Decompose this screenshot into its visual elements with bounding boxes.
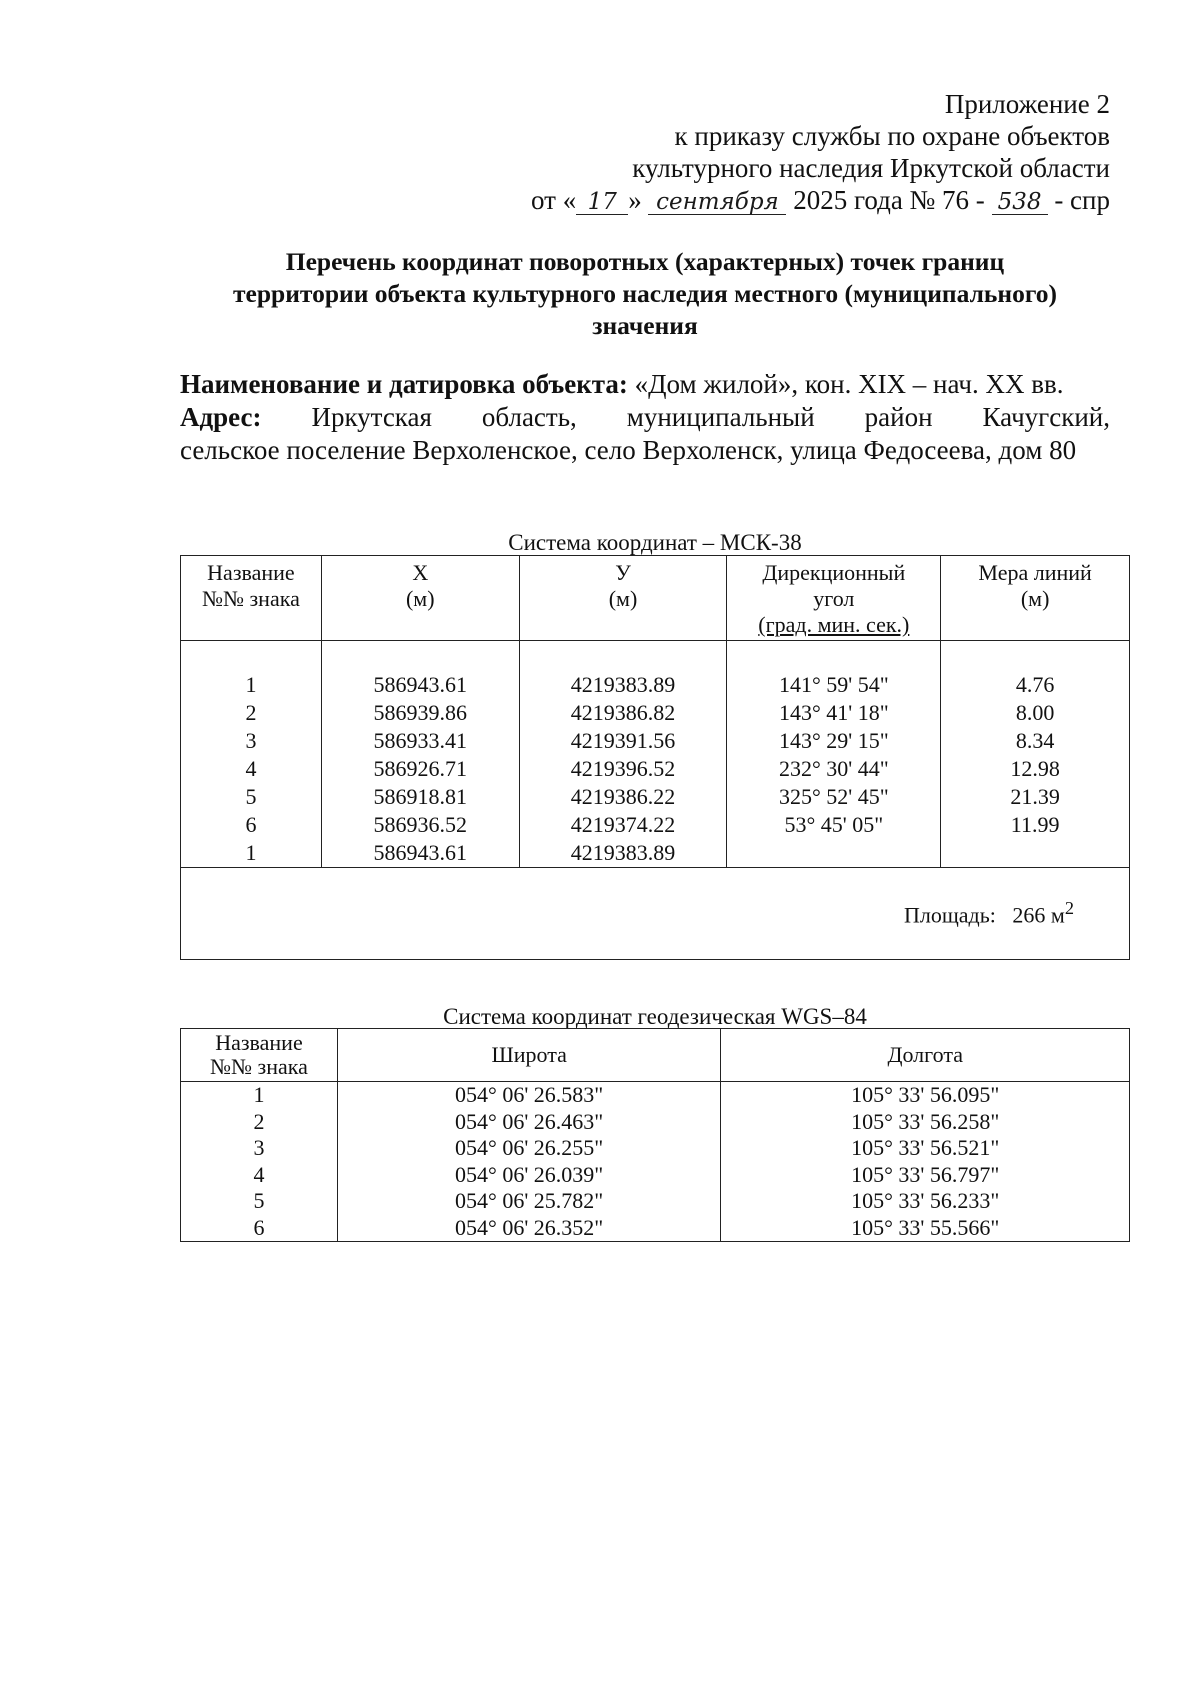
header-length: Мера линий (м) <box>941 556 1130 641</box>
appendix-header <box>531 88 1110 216</box>
table-row: 5 586918.81 4219386.22 325° 52' 45" 21.39 <box>181 783 1130 811</box>
area-label: Площадь: <box>903 902 996 928</box>
table-row: 6 054° 06' 26.352" 105° 33' 55.566" <box>181 1215 1130 1242</box>
object-name-label: Наименование и датировка объекта: <box>180 369 628 399</box>
date-mid: » <box>628 185 642 215</box>
address-line1 <box>180 401 1110 434</box>
address-word: муниципальный <box>626 402 815 432</box>
appendix-line3: культурного наследия Иркутской области <box>632 153 1110 183</box>
header-x: X (м) <box>321 556 519 641</box>
date-prefix: от « <box>531 185 577 215</box>
table-row: 5 054° 06' 25.782" 105° 33' 56.233" <box>181 1188 1130 1215</box>
table-row: 1 054° 06' 26.583" 105° 33' 56.095" <box>181 1082 1130 1109</box>
order-suffix: - спр <box>1054 185 1110 215</box>
appendix-line1: Приложение 2 <box>944 89 1110 119</box>
table2-caption: Система координат геодезическая WGS–84 <box>443 1004 867 1029</box>
address-word: область, <box>481 402 577 432</box>
header-point-name: Название №№ знака <box>181 556 322 641</box>
header-y: У (м) <box>519 556 727 641</box>
object-name-line <box>180 368 1110 401</box>
msk38-coordinates-table <box>180 555 1130 960</box>
table-row: 3 054° 06' 26.255" 105° 33' 56.521" <box>181 1135 1130 1162</box>
wgs84-coordinates-table <box>180 1028 1130 1242</box>
table-row: 3 586933.41 4219391.56 143° 29' 15" 8.34 <box>181 727 1130 755</box>
table-row: 1 586943.61 4219383.89 <box>181 839 1130 868</box>
document-title <box>180 246 1110 342</box>
address-line2: сельское поселение Верхоленское, село Верхоленск, улица Федосеева, дом 80 <box>180 435 1077 465</box>
header-angle: Дирекционный угол (град. мин. сек.) <box>727 556 941 641</box>
address-word: Качугский, <box>982 402 1110 432</box>
table-row: 1 586943.61 4219383.89 141° 59' 54" 4.76 <box>181 671 1130 699</box>
table1-caption: Система координат – МСК-38 <box>508 530 802 555</box>
area-row <box>181 868 1130 960</box>
table-row: 6 586936.52 4219374.22 53° 45' 05" 11.99 <box>181 811 1130 839</box>
area-unit-superscript: 2 <box>1064 898 1074 918</box>
table-header-row <box>181 556 1130 641</box>
address-word: район <box>864 402 933 432</box>
table-row: 4 586926.71 4219396.52 232° 30' 44" 12.98 <box>181 755 1130 783</box>
year-text: 2025 года № 76 - <box>793 185 985 215</box>
handwritten-month: сентября <box>648 190 786 215</box>
handwritten-order-number: 538 <box>992 190 1048 215</box>
table-row: 2 054° 06' 26.463" 105° 33' 56.258" <box>181 1109 1130 1136</box>
address-label: Адрес: <box>180 402 262 432</box>
address-word: Иркутская <box>311 402 432 432</box>
object-name-value: «Дом жилой», кон. XIX – нач. XX вв. <box>634 369 1064 399</box>
object-info <box>180 368 1110 467</box>
appendix-date-line <box>531 184 1110 216</box>
header-latitude: Широта <box>337 1029 721 1082</box>
header-longitude: Долгота <box>721 1029 1130 1082</box>
table-row: 4 054° 06' 26.039" 105° 33' 56.797" <box>181 1162 1130 1189</box>
handwritten-day: 17 <box>576 190 628 215</box>
title-line1: Перечень координат поворотных (характерных) точек границ <box>285 247 1005 276</box>
table-row: 2 586939.86 4219386.82 143° 41' 18" 8.00 <box>181 699 1130 727</box>
appendix-line2: к приказу службы по охране объектов <box>674 121 1110 151</box>
table-header-row <box>181 1029 1130 1082</box>
title-line2: территории объекта культурного наследия местного (муниципального) <box>232 279 1058 308</box>
header-point-name: Название №№ знака <box>181 1029 338 1082</box>
title-line3: значения <box>592 311 698 340</box>
area-value: 266 м <box>1012 902 1065 928</box>
